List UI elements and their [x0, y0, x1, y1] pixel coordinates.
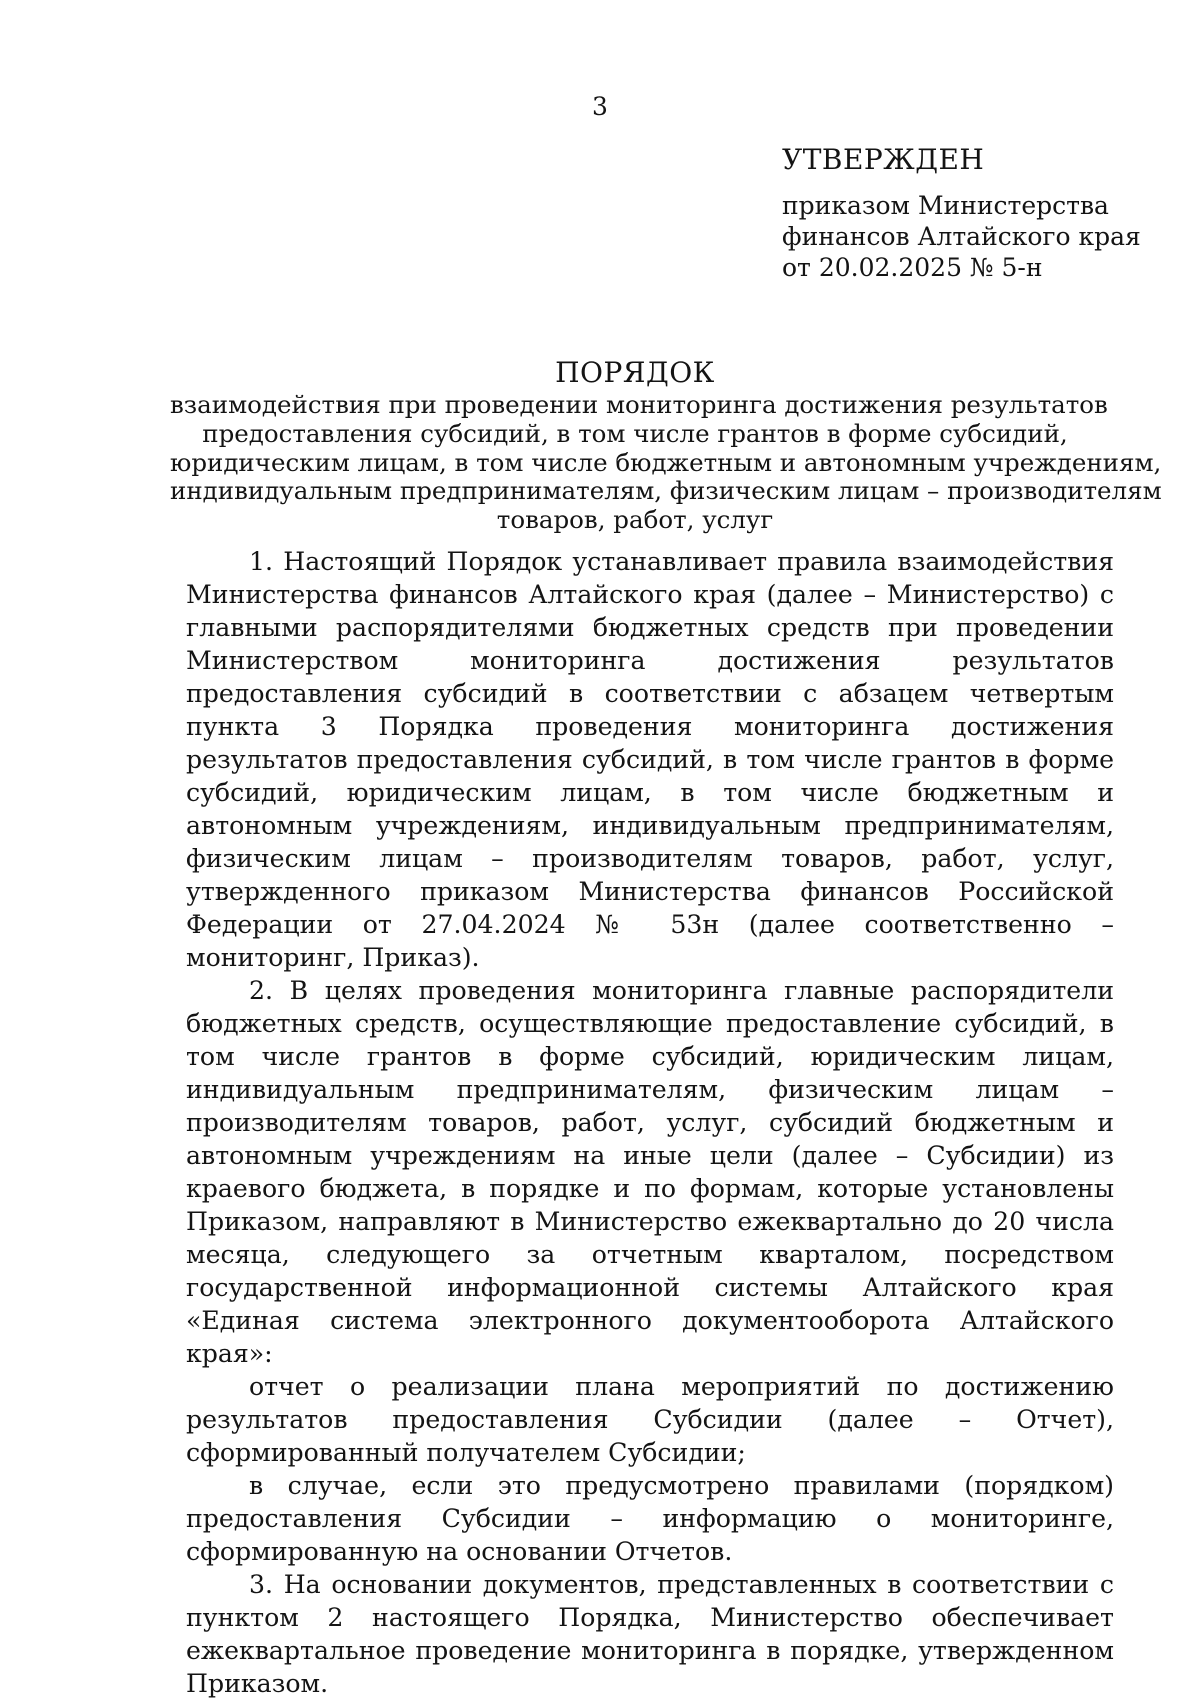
approval-title: УТВЕРЖДЕН — [782, 143, 985, 176]
paragraph-2-item-monitoring-info: в случае, если это предусмотрено правилами (порядком) предоставления Субсидии – информацию о мониторинге, сформированную на основании Отчетов. — [186, 1471, 1114, 1566]
document-subtitle-line: предоставления субсидий, в том числе грантов в форме субсидий, — [202, 418, 1068, 448]
document-subtitle-line: взаимодействия при проведении мониторинга достижения результатов — [170, 390, 1108, 419]
approval-block — [782, 140, 1182, 283]
paragraph-1: 1. Настоящий Порядок устанавливает правила взаимодействия Министерства финансов Алтайского края (далее – Министерство) с главными распорядителями бюджетных средств при проведении Министерством мониторинга достижения результатов предоставления субсидий в соответствии с абзацем четвертым пункта 3 Порядка проведения мониторинга достижения результатов предоставления субсидий, в том числе грантов в форме субсидий, юридическим лицам, в том числе бюджетным и автономным учреждениям, индивидуальным предпринимателям, физическим лицам – производителям товаров, работ, услуг, утвержденного приказом Министерства финансов Российской Федерации от 27.04.2024 № 53н (далее соответственно – мониторинг, Приказ). — [186, 547, 1114, 972]
document-subtitle-line: индивидуальным предпринимателям, физическим лицам – производителям — [170, 476, 1162, 506]
approval-line: от 20.02.2025 № 5-н — [782, 253, 1043, 282]
document-header — [170, 355, 1162, 535]
page-number: 3 — [592, 92, 608, 121]
document-title: ПОРЯДОК — [555, 356, 715, 389]
approval-line: приказом Министерства — [782, 191, 1109, 220]
approval-line: финансов Алтайского края — [782, 222, 1141, 251]
paragraph-2: 2. В целях проведения мониторинга главные распорядители бюджетных средств, осуществляющие предоставление субсидий, в том числе грантов в форме субсидий, юридическим лицам, индивидуальным предпринимателям, физическим лицам – производителям товаров, работ, услуг, субсидий бюджетным и автономным учреждениям на иные цели (далее – Субсидии) из краевого бюджета, в порядке и по формам, которые установлены Приказом, направляют в Министерство ежеквартально до 20 числа месяца, следующего за отчетным кварталом, посредством государственной информационной системы Алтайского края «Единая система электронного документооборота Алтайского края»: — [186, 976, 1114, 1368]
document-body — [186, 545, 1114, 1700]
document-subtitle-line: юридическим лицам, в том числе бюджетным и автономным учреждениям, — [170, 447, 1162, 477]
paragraph-3: 3. На основании документов, представленных в соответствии с пунктом 2 настоящего Порядка, Министерство обеспечивает ежеквартальное проведение мониторинга в порядке, утвержденном Приказом. — [186, 1570, 1114, 1698]
document-subtitle-line: товаров, работ, услуг — [496, 505, 774, 535]
paragraph-2-item-report: отчет о реализации плана мероприятий по достижению результатов предоставления Субсидии (далее – Отчет), сформированный получателем Субсидии; — [186, 1372, 1114, 1467]
